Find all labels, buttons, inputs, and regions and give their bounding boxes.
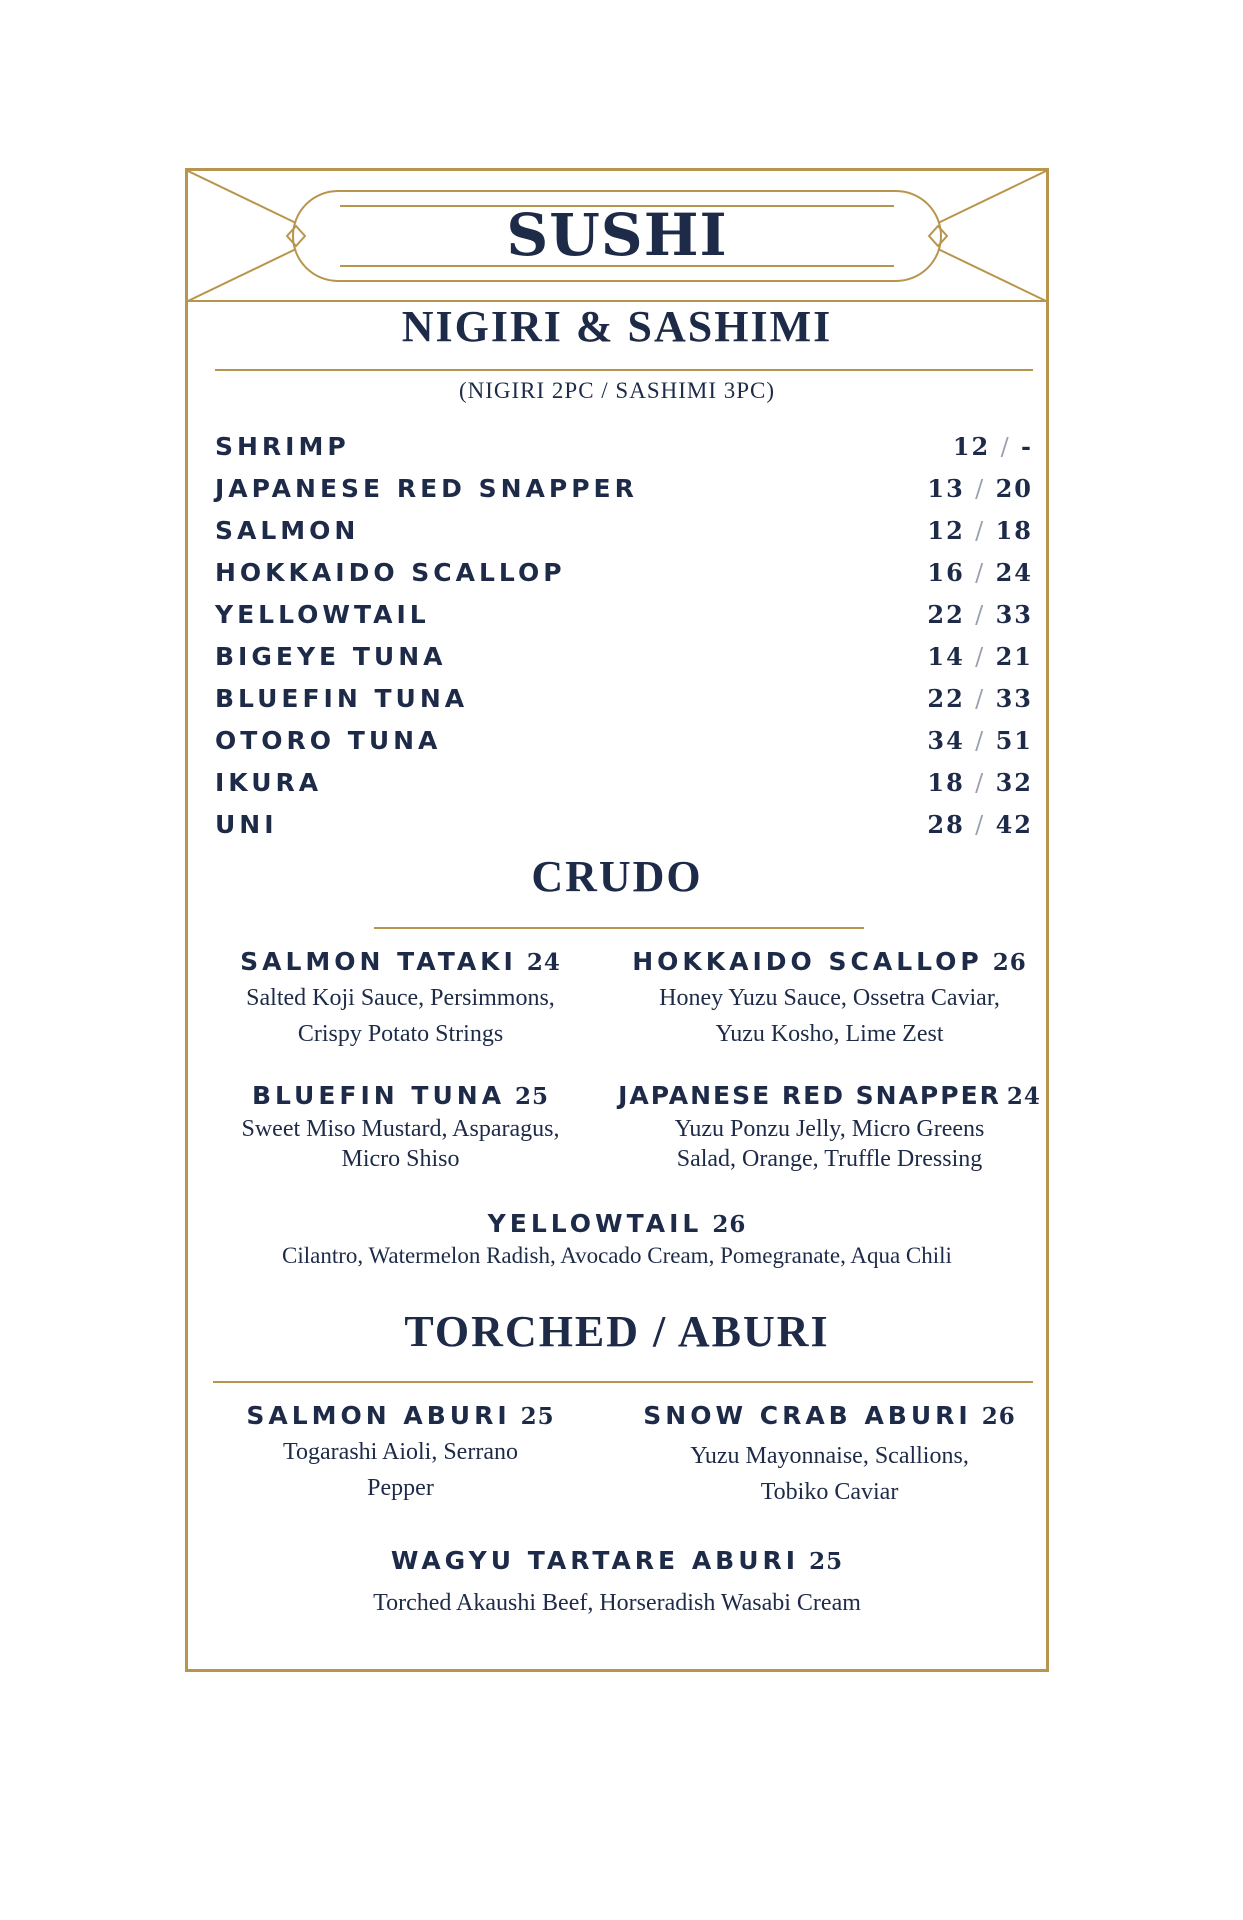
- dish-japanese-red-snapper: [613, 1081, 1046, 1174]
- item-price: 22 / 33: [927, 683, 1033, 713]
- desc-line: Togarashi Aioli, Serrano: [283, 1439, 518, 1465]
- dish-name: BLUEFIN TUNA: [251, 1081, 506, 1110]
- menu-row: [215, 635, 1033, 677]
- dish-description: [613, 1438, 1046, 1510]
- item-name: SALMON: [215, 515, 360, 545]
- dish-price: 25: [520, 1403, 555, 1430]
- dish-description: [613, 980, 1046, 1052]
- nigiri-price: 28: [927, 809, 965, 839]
- item-price: 12 / 18: [927, 515, 1033, 545]
- item-price: 16 / 24: [927, 557, 1033, 587]
- item-name: IKURA: [215, 767, 323, 797]
- desc-line: Salted Koji Sauce, Persimmons,: [246, 985, 555, 1011]
- desc-line: Yuzu Kosho, Lime Zest: [715, 1021, 944, 1047]
- dish-yellowtail: [188, 1209, 1046, 1274]
- portion-note: (NIGIRI 2PC / SASHIMI 3PC): [458, 378, 776, 403]
- nigiri-price: 13: [927, 473, 965, 503]
- menu-row: [215, 761, 1033, 803]
- section-divider: [215, 369, 1033, 371]
- sashimi-price: 33: [995, 599, 1033, 629]
- dish-name: HOKKAIDO SCALLOP: [632, 947, 983, 976]
- dish-description: Cilantro, Watermelon Radish, Avocado Cream, Pomegranate, Aqua Chili: [282, 1243, 952, 1268]
- desc-line: Sweet Miso Mustard, Asparagus,: [241, 1116, 560, 1142]
- item-name: YELLOWTAIL: [215, 599, 430, 629]
- desc-line: Tobiko Caviar: [760, 1479, 899, 1505]
- sashimi-price: 20: [995, 473, 1033, 503]
- dish-snow-crab-aburi: [613, 1401, 1046, 1510]
- desc-line: Yuzu Mayonnaise, Scallions,: [690, 1443, 969, 1469]
- dish-description: [188, 1434, 613, 1506]
- sashimi-price: 42: [995, 809, 1033, 839]
- item-price: 14 / 21: [927, 641, 1033, 671]
- item-name: UNI: [215, 809, 278, 839]
- nigiri-price: 12: [927, 515, 965, 545]
- sashimi-price: 51: [995, 725, 1033, 755]
- menu-row: [215, 593, 1033, 635]
- nigiri-price: 34: [927, 725, 965, 755]
- dish-name: YELLOWTAIL: [487, 1209, 703, 1238]
- dish-hokkaido-scallop: [613, 947, 1046, 1052]
- dish-salmon-tataki: [188, 947, 613, 1052]
- section-divider: [374, 927, 864, 929]
- item-price: 28 / 42: [927, 809, 1033, 839]
- dish-name: JAPANESE RED SNAPPER: [618, 1081, 1001, 1110]
- item-name: SHRIMP: [215, 431, 350, 461]
- menu-row: [215, 467, 1033, 509]
- menu-row: [215, 509, 1033, 551]
- item-price: 34 / 51: [927, 725, 1033, 755]
- aburi-section-title: TORCHED / ABURI: [404, 1307, 830, 1356]
- section-divider: [213, 1381, 1033, 1383]
- item-name: JAPANESE RED SNAPPER: [215, 473, 638, 503]
- nigiri-price: 22: [927, 599, 965, 629]
- item-name: OTORO TUNA: [215, 725, 442, 755]
- nigiri-price: 16: [927, 557, 965, 587]
- dish-description: [188, 980, 613, 1052]
- sashimi-price: -: [1021, 431, 1033, 461]
- dish-wagyu-tartare-aburi: [188, 1546, 1046, 1621]
- sashimi-price: 32: [995, 767, 1033, 797]
- dish-price: 25: [515, 1083, 550, 1110]
- menu-row: [215, 551, 1033, 593]
- desc-line: Micro Shiso: [341, 1146, 460, 1172]
- nigiri-section-title: NIGIRI & SASHIMI: [401, 302, 833, 351]
- dish-price: 26: [712, 1211, 747, 1238]
- dish-price: 26: [992, 949, 1027, 976]
- menu-row: [215, 677, 1033, 719]
- item-price: 13 / 20: [927, 473, 1033, 503]
- menu-row: [215, 719, 1033, 761]
- desc-line: Yuzu Ponzu Jelly, Micro Greens: [674, 1116, 985, 1142]
- crudo-section-title: CRUDO: [531, 852, 703, 901]
- nigiri-price: 12: [952, 431, 991, 461]
- sashimi-price: 33: [995, 683, 1033, 713]
- nigiri-list: [215, 425, 1033, 845]
- menu-row: [215, 803, 1033, 845]
- nigiri-price: 18: [927, 767, 965, 797]
- dish-description: [613, 1114, 1046, 1174]
- dish-description: [188, 1114, 613, 1174]
- sashimi-price: 24: [995, 557, 1033, 587]
- nigiri-price: 22: [927, 683, 965, 713]
- menu-frame: [185, 168, 1049, 1672]
- dish-price: 26: [981, 1403, 1016, 1430]
- item-price: 22 / 33: [927, 599, 1033, 629]
- desc-line: Salad, Orange, Truffle Dressing: [676, 1146, 983, 1172]
- dish-name: SALMON ABURI: [246, 1401, 511, 1430]
- sashimi-price: 18: [995, 515, 1033, 545]
- dish-name: SNOW CRAB ABURI: [643, 1401, 972, 1430]
- item-price: 18 / 32: [927, 767, 1033, 797]
- nigiri-price: 14: [927, 641, 965, 671]
- dish-price: 24: [526, 949, 561, 976]
- sashimi-price: 21: [995, 641, 1033, 671]
- desc-line: Crispy Potato Strings: [297, 1021, 504, 1047]
- item-price: 12 / -: [952, 431, 1033, 461]
- item-name: BLUEFIN TUNA: [215, 683, 469, 713]
- dish-description: Torched Akaushi Beef, Horseradish Wasabi Cream: [373, 1590, 861, 1616]
- page-title: SUSHI: [506, 201, 728, 269]
- menu-row: [215, 425, 1033, 467]
- dish-salmon-aburi: [188, 1401, 613, 1506]
- dish-name: SALMON TATAKI: [240, 947, 517, 976]
- item-name: BIGEYE TUNA: [215, 641, 447, 671]
- dish-price: 24: [1006, 1083, 1041, 1110]
- dish-price: 25: [809, 1548, 844, 1575]
- dish-bluefin-tuna: [188, 1081, 613, 1174]
- desc-line: Honey Yuzu Sauce, Ossetra Caviar,: [659, 985, 1000, 1011]
- desc-line: Pepper: [367, 1475, 434, 1501]
- dish-name: WAGYU TARTARE ABURI: [390, 1546, 800, 1575]
- item-name: HOKKAIDO SCALLOP: [215, 557, 566, 587]
